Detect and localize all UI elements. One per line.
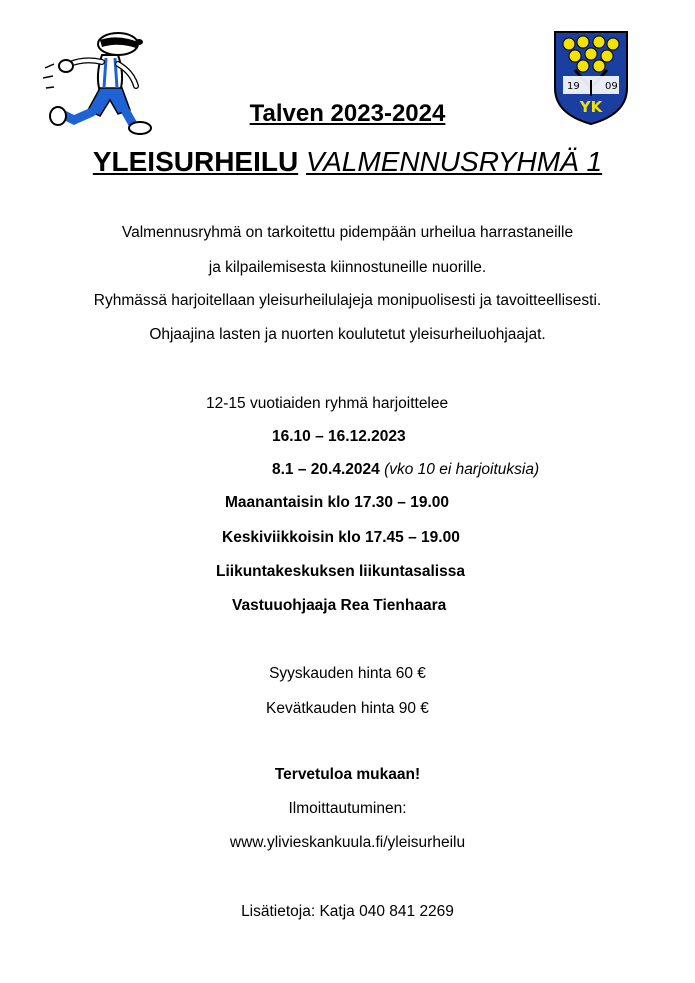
intro-line: Ryhmässä harjoitellaan yleisurheilulajeja monipuolisesti ja tavoitteellisesti. <box>93 292 602 309</box>
coach-text: Vastuuohjaaja Rea Tienhaara <box>232 597 447 614</box>
title-bold: YLEISURHEILU <box>92 146 299 177</box>
season-text: Talven 2023-2024 <box>249 100 446 127</box>
price-autumn: Syyskauden hinta 60 € <box>269 665 426 682</box>
contact-info: Lisätietoja: Katja 040 841 2269 <box>241 903 454 920</box>
welcome-text: Tervetuloa mukaan! <box>274 766 421 783</box>
registration-link[interactable]: www.ylivieskankuula.fi/yleisurheilu <box>229 834 466 851</box>
period-spring-row <box>272 461 539 479</box>
period-spring: 8.1 – 20.4.2024 <box>272 461 380 478</box>
shield-year-right: 09 <box>605 81 618 92</box>
shield-year-left: 19 <box>567 81 580 92</box>
intro-line: ja kilpailemisesta kiinnostuneille nuorille. <box>208 259 487 276</box>
shield-letters: YK <box>579 98 603 116</box>
monday-time: Maanantaisin klo 17.30 – 19.00 <box>225 494 450 511</box>
title-italic: VALMENNUSRYHMÄ 1 <box>305 146 603 177</box>
wednesday-time: Keskiviikkoisin klo 17.45 – 19.00 <box>222 529 460 546</box>
place-text: Liikuntakeskuksen liikuntasalissa <box>216 563 465 580</box>
intro-line: Ohjaajina lasten ja nuorten koulutetut yleisurheiluohjaajat. <box>149 326 546 343</box>
period-autumn: 16.10 – 16.12.2023 <box>272 428 406 445</box>
intro-line: Valmennusryhmä on tarkoitettu pidempään urheilua harrastaneille <box>121 224 574 241</box>
period-spring-note: (vko 10 ei harjoituksia) <box>384 461 540 478</box>
price-spring: Kevätkauden hinta 90 € <box>266 700 429 717</box>
registration-label: Ilmoittautuminen: <box>288 800 407 817</box>
season-heading <box>0 100 695 128</box>
page-title <box>0 146 695 178</box>
group-text: 12-15 vuotiaiden ryhmä harjoittelee <box>206 395 449 412</box>
